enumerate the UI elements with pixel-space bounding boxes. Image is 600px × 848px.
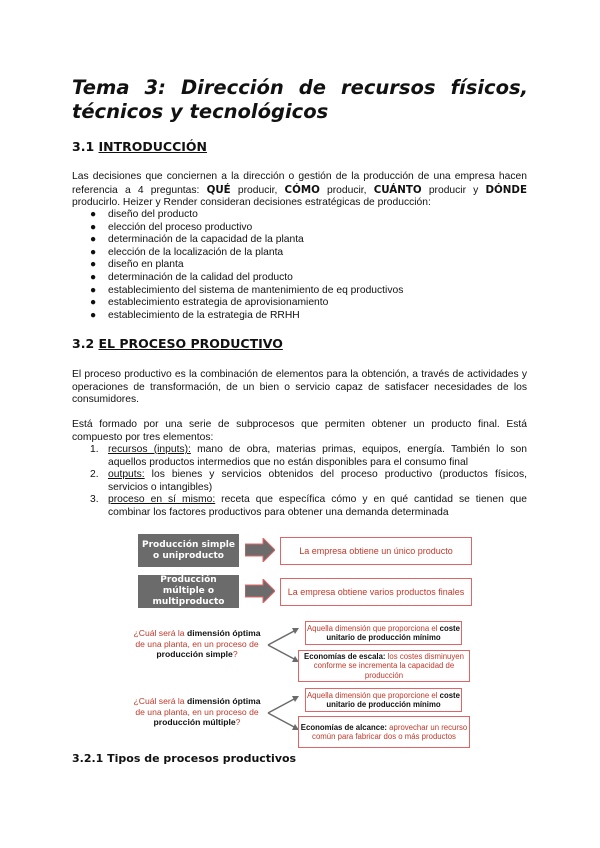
item-number: 3. [90,494,99,505]
question-bold: producción simple [156,649,233,659]
list-item-text: establecimiento del sistema de mantenimiento de eq productivos [108,284,404,296]
item-number: 2. [90,469,99,480]
list-item-text: establecimiento estrategia de aprovisionamiento [108,297,329,309]
item-number: 1. [90,444,99,455]
intro-text: producir y [421,184,486,196]
section-title: EL PROCESO PRODUCTIVO [98,336,283,351]
bullet-icon: ● [90,259,97,271]
list-item [72,209,403,222]
bullet-icon: ● [90,221,97,233]
bullet-icon: ● [90,271,97,283]
bullet-icon: ● [90,297,97,309]
keyword-donde: DÓNDE [485,183,527,196]
keyword-que: QUÉ [206,183,231,196]
box-bold-text: coste unitario de producción mínimo [326,690,460,709]
list-item [72,285,403,298]
strategic-decisions-list [72,209,403,322]
list-item [72,247,403,260]
box-bold-text: Economías de alcance: [300,722,388,732]
list-item-text: elección del proceso productivo [108,221,253,233]
list-item [72,444,527,469]
intro-paragraph [72,171,527,210]
section-title: INTRODUCCIÓN [98,139,208,154]
item-term: outputs: [108,469,145,480]
question-text: ¿Cuál será la [133,628,187,638]
question-text: ? [232,649,238,659]
simple-production-box: Producción simple o uniproducto [138,534,239,567]
list-item [72,234,403,247]
page-title: Tema 3: Dirección de recursos físicos, técnicos y tecnológicos [72,76,528,123]
keyword-como: CÓMO [284,183,320,196]
question-simple-production [132,628,262,660]
intro-text: producirlo. Heizer y Render consideran decisiones estratégicas de producción: [72,197,431,208]
list-item [72,297,403,310]
process-elements-intro: Está formado por una serie de subprocesos que permiten obtener un producto final. Está compuesto por tres elementos: [72,419,527,443]
box-text: aprovechar un recurso común para fabricar dos o más productos [312,722,468,741]
bullet-icon: ● [90,309,97,321]
arrow-right-icon [245,538,275,562]
item-text: los bienes y servicios obtenidos del proceso productivo (productos físicos, servicios o intangibles) [108,469,527,493]
item-term: proceso en sí mismo: [108,494,216,505]
list-item [72,310,403,323]
box-bold-text: coste unitario de producción mínimo [326,623,460,642]
list-item-text: diseño del producto [108,209,198,220]
list-item [72,494,527,519]
economies-of-scale-box [298,650,470,682]
process-definition-paragraph: El proceso productivo es la combinación de elementos para la obtención, a través de actividades y operaciones de transformación, de un bien o servicio capaz de satisfacer necesidades de los consumidores. [72,369,527,405]
list-item-text: diseño en planta [108,259,184,271]
question-bold: producción múltiple [153,717,236,727]
intro-text: producir, [230,184,285,196]
item-text: receta que específica cómo y en qué cantidad se tienen que combinar los factores productivos para obtener una demanda determinada [108,494,527,518]
question-multiple-production [132,696,262,728]
subsection-heading-3-2-1: 3.2.1 Tipos de procesos productivos [72,752,297,765]
optimal-dimension-box-multiple [305,688,462,712]
economies-of-scope-box [298,716,470,748]
bullet-icon: ● [90,209,97,220]
item-term: recursos (inputs): [108,444,191,455]
box-bold-text: Economías de escala: [304,651,386,661]
list-item-text: determinación de la capacidad de la planta [108,234,304,246]
intro-text: producir, [319,184,374,196]
question-text: de una planta, en un proceso de [135,638,259,649]
question-text: ¿Cuál será la [133,696,187,706]
section-number: 3.2 [72,336,99,351]
box-text: Aquella dimensión que proporciona el [306,623,440,633]
section-heading-3-1 [72,139,207,154]
intro-text: Las decisiones que conciernen a la dirección o gestión de la producción de una empresa hacen referencia a 4 preguntas: [72,171,527,196]
list-item [72,222,403,235]
bullet-icon: ● [90,284,97,296]
question-bold: dimensión óptima [186,628,261,638]
question-text: de una planta, en un proceso de [135,706,259,717]
box-text: los costes disminuyen conforme se incrementa la capacidad de producción [313,651,464,680]
list-item-text: determinación de la calidad del producto [108,271,293,283]
section-heading-3-2 [72,336,283,351]
list-item [72,259,403,272]
arrow-right-icon [245,579,275,603]
item-text: mano de obra, materias primas, equipos, energía. También lo son aquellos productos intermedios que no están disponibles para el consumo final [108,444,527,468]
optimal-dimension-box-simple [305,621,462,645]
list-item [72,469,527,494]
section-number: 3.1 [72,139,99,154]
branch-arrows-icon [266,688,302,738]
branch-arrows-icon [266,620,302,670]
simple-production-result: La empresa obtiene un único producto [280,537,472,565]
process-elements-list [72,444,527,519]
multiple-production-result: La empresa obtiene varios productos finales [280,578,472,606]
list-item-text: elección de la localización de la planta [108,246,284,258]
multiple-production-box: Producción múltiple o multiproducto [138,575,239,608]
bullet-icon: ● [90,234,97,246]
box-text: Aquella dimensión que proporcione el [306,690,440,700]
bullet-icon: ● [90,246,97,258]
question-bold: dimensión óptima [186,696,261,706]
list-item [72,272,403,285]
question-text: ? [235,717,241,727]
list-item-text: establecimiento de la estrategia de RRHH [108,309,300,321]
keyword-cuanto: CUÁNTO [373,183,422,196]
